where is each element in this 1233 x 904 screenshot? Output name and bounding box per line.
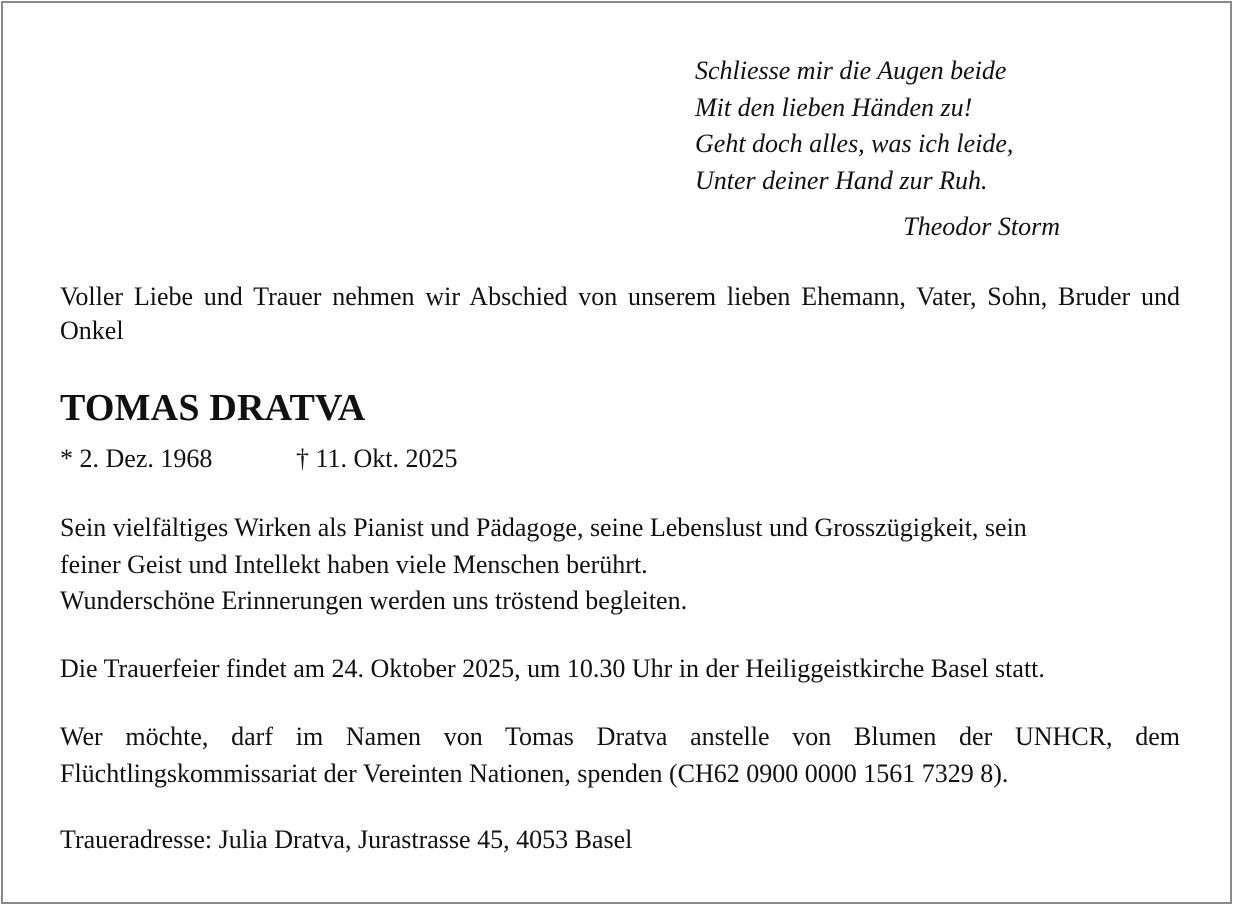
intro-text: Voller Liebe und Trauer nehmen wir Abschied von unserem lieben Ehemann, Vater, Sohn, Bruder und Onkel — [60, 282, 1180, 345]
poem-line: Mit den lieben Händen zu! — [695, 92, 973, 122]
tribute-line: Wunderschöne Erinnerungen werden uns tröstend begleiten. — [60, 586, 688, 615]
life-dates — [60, 441, 1180, 477]
tribute-line: feiner Geist und Intellekt haben viele Menschen berührt. — [60, 549, 648, 579]
obituary-frame — [1, 1, 1232, 904]
birth-date: * 2. Dez. 1968 — [60, 444, 213, 473]
tribute-paragraph — [60, 510, 1180, 620]
mourning-address: Traueradresse: Julia Dratva, Jurastrasse 45, 4053 Basel — [60, 825, 633, 854]
poem-line: Unter deiner Hand zur Ruh. — [695, 165, 988, 195]
funeral-info: Die Trauerfeier findet am 24. Oktober 2025, um 10.30 Uhr in der Heiliggeistkirche Basel statt. — [60, 654, 1045, 683]
deceased-name: TOMAS DRATVA — [60, 387, 366, 429]
donation-info: Wer möchte, darf im Namen von Tomas Dratva anstelle von Blumen der UNHCR, dem Flüchtlingskommissariat der Vereinten Nationen, spenden (CH62 0900 0000 1561 7329 8). — [60, 722, 1180, 788]
poem-author: Theodor Storm — [903, 212, 1060, 241]
poem-line: Schliesse mir die Augen beide — [695, 56, 1007, 85]
poem-quote — [695, 53, 1065, 199]
tribute-line: Sein vielfältiges Wirken als Pianist und Pädagoge, seine Lebenslust und Grosszügigkeit, sein — [60, 513, 1027, 542]
poem-line: Geht doch alles, was ich leide, — [695, 129, 1014, 158]
death-date: † 11. Okt. 2025 — [296, 444, 458, 473]
